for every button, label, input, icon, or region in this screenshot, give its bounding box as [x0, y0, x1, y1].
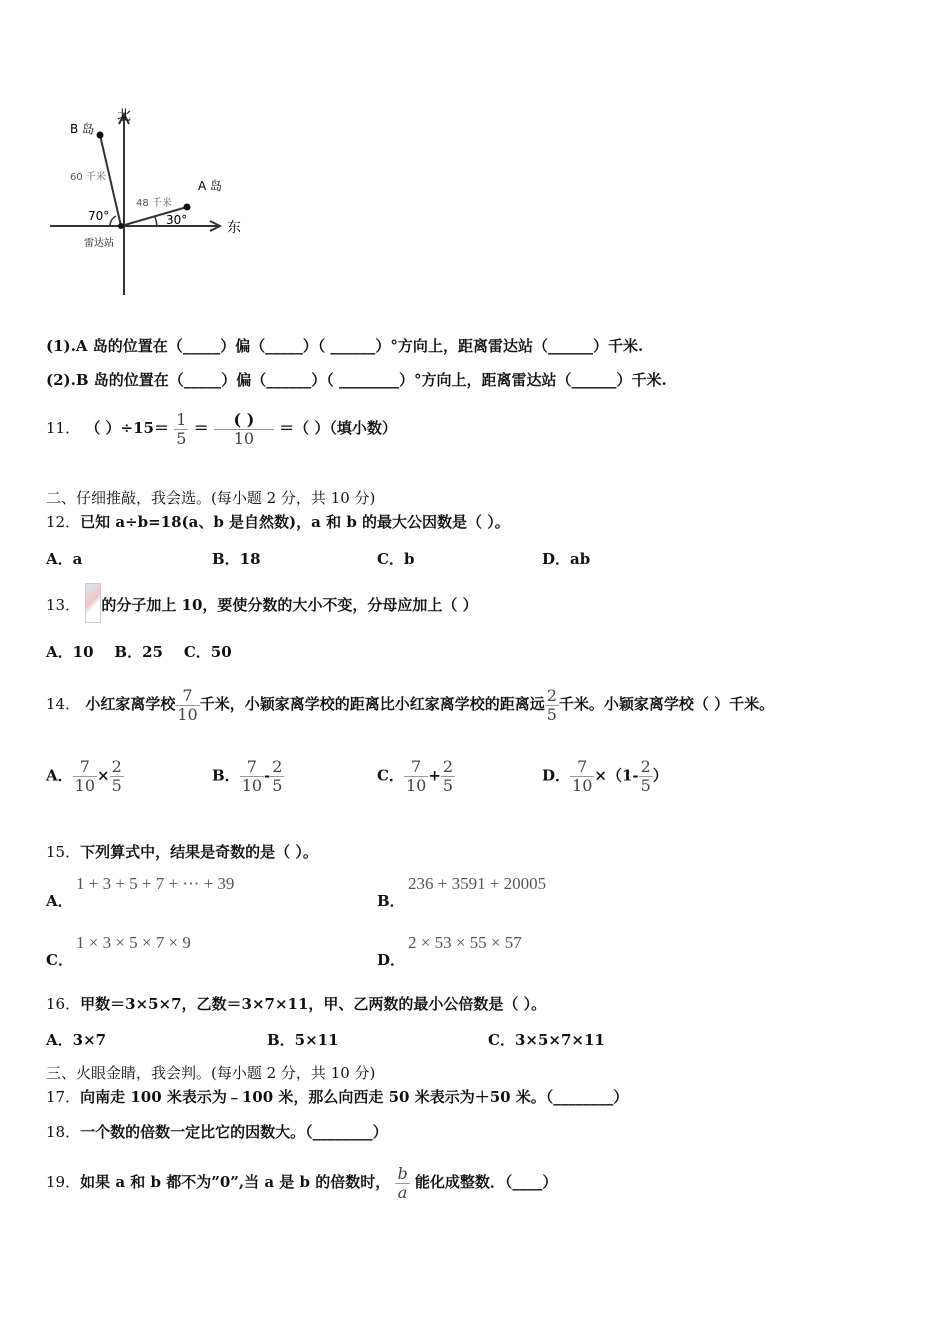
q15-number: 15．	[46, 843, 81, 861]
q14-f2-numerator: 2	[546, 685, 557, 705]
question-11	[46, 404, 397, 452]
q16-text: 甲数＝3×5×7，乙数＝3×7×11，甲、乙两数的最小公倍数是（ ）。	[80, 995, 547, 1013]
q15-option-c-label: C．	[46, 951, 73, 969]
q14-fraction-2	[545, 687, 559, 724]
q14-d-op: ×（1-	[594, 766, 639, 785]
q19-numerator: b	[397, 1163, 408, 1183]
q14-c-f1n: 7	[411, 757, 422, 776]
section-2-heading: 二、仔细推敲，我会选。(每小题 2 分，共 10 分)	[46, 489, 376, 507]
q14-option-a	[46, 758, 124, 795]
q12-option-a: A．a	[46, 550, 83, 568]
q13-number: 13．	[46, 596, 81, 614]
q14-c-f2n: 2	[442, 757, 454, 776]
compass-diagram	[40, 100, 260, 300]
q14-c-f1d: 10	[405, 776, 427, 795]
question-14	[46, 676, 774, 732]
q14-d-frac-1	[570, 758, 594, 795]
q10-part2: (2).B 岛的位置在（_____）偏（______）（ ________）°方向上，距离雷达站（______）千米.	[46, 371, 667, 389]
q14-c-op: +	[428, 766, 441, 785]
q18-number: 18．	[46, 1123, 81, 1141]
q14-a-f1n: 7	[79, 757, 90, 776]
q12-text: 已知 a÷b=18(a、b 是自然数)，a 和 b 的最大公因数是（ ）。	[80, 513, 510, 531]
q14-b-f2n: 2	[272, 757, 283, 776]
q14-d-f1n: 7	[577, 757, 588, 776]
q14-b-op: -	[264, 766, 271, 785]
a-island-label: A 岛	[198, 179, 223, 193]
q14-b-f1d: 10	[241, 776, 263, 795]
q14-b-frac-2	[270, 758, 284, 795]
q14-a-f2n: 2	[111, 757, 122, 776]
q12-number: 12．	[46, 513, 81, 531]
q14-a-label: A．	[46, 766, 73, 785]
q17-text: 向南走 100 米表示为﹣100 米，那么向西走 50 米表示为＋50 米。（________）	[80, 1088, 629, 1106]
q14-b-frac-1	[240, 758, 264, 795]
fraction-image-icon	[85, 583, 101, 623]
q19-denominator: a	[395, 1183, 409, 1202]
b-island-label: B 岛	[70, 122, 95, 136]
question-15	[46, 842, 318, 862]
q11-left: （ ）÷15＝	[85, 419, 169, 437]
q11-fraction-2	[214, 411, 274, 448]
q14-text-2: 千米，小颖家离学校的距离比小红家离学校的距离远	[199, 695, 545, 713]
b-distance-label: 60 千米	[70, 172, 106, 183]
question-19	[46, 1156, 557, 1208]
q18-text: 一个数的倍数一定比它的因数大。（________）	[80, 1123, 388, 1141]
q15-option-a-expr: 1 + 3 + 5 + 7 + ⋯ + 39	[76, 874, 235, 893]
q14-b-label: B．	[212, 766, 240, 785]
q14-option-d	[542, 758, 668, 795]
q15-option-d-label: D．	[377, 951, 406, 969]
a-island-dot	[184, 204, 191, 211]
q15-option-a-label: A．	[46, 892, 73, 910]
q14-d-tail: ）	[652, 766, 668, 785]
q11-number: 11．	[46, 419, 81, 437]
q14-d-f2n: 2	[640, 757, 651, 776]
q19-number: 19．	[46, 1173, 81, 1191]
east-label: 东	[227, 220, 241, 236]
a-angle-arc	[155, 217, 157, 226]
q15-option-b-expr: 236 + 3591 + 20005	[408, 874, 547, 893]
station-dot	[118, 223, 124, 229]
q11-eq: ＝	[193, 419, 209, 437]
question-12	[46, 512, 510, 532]
q19-text-2: 能化成整数．（____）	[414, 1173, 558, 1191]
question-16	[46, 994, 546, 1014]
q15-option-c-expr: 1 × 3 × 5 × 7 × 9	[76, 933, 191, 952]
q16-option-b: B．5×11	[267, 1031, 339, 1049]
q19-text-1: 如果 a 和 b 都不为”0”,当 a 是 b 的倍数时，	[80, 1173, 391, 1191]
north-label: 北	[117, 108, 131, 124]
q14-a-f2d: 5	[111, 776, 122, 795]
station-label: 雷达站	[84, 238, 114, 249]
b-angle-label: 70°	[88, 209, 110, 223]
q14-fraction-1	[175, 687, 199, 724]
q14-option-b	[212, 758, 284, 795]
q19-fraction	[395, 1165, 409, 1202]
q14-number: 14．	[46, 695, 81, 713]
a-angle-label: 30°	[166, 213, 188, 227]
q13-text: 的分子加上 10，要使分数的大小不变，分母应加上（ ）	[101, 596, 478, 614]
question-13	[46, 589, 478, 623]
q14-text-1: 小红家离学校	[85, 695, 176, 713]
q14-c-label: C．	[377, 766, 404, 785]
q14-b-f2d: 5	[272, 776, 283, 795]
q14-d-frac-2	[639, 758, 653, 795]
q14-a-frac-2	[110, 758, 124, 795]
q14-b-f1n: 7	[246, 757, 257, 776]
b-island-dot	[97, 132, 104, 139]
q12-option-c: C．b	[377, 550, 415, 568]
question-18	[46, 1122, 388, 1142]
q14-text-3: 千米。小颖家离学校（ ）千米。	[558, 695, 775, 713]
q11-f2-numerator: ( )	[233, 409, 255, 429]
q12-option-d: D．ab	[542, 550, 591, 568]
q16-option-a: A．3×7	[46, 1031, 107, 1049]
q15-option-b-label: B．	[377, 892, 405, 910]
question-17	[46, 1087, 628, 1107]
a-distance-label: 48 千米	[136, 198, 172, 209]
q13-options: A．10 B．25 C．50	[46, 643, 232, 661]
q14-c-f2d: 5	[442, 776, 454, 795]
q14-d-label: D．	[542, 766, 571, 785]
q11-f2-denominator: 10	[214, 429, 274, 448]
q14-option-c	[377, 758, 455, 795]
q14-f2-denominator: 5	[546, 704, 557, 724]
q14-f1-numerator: 7	[182, 685, 193, 705]
q14-f1-denominator: 10	[177, 704, 198, 724]
section-3-heading: 三、火眼金睛，我会判。(每小题 2 分，共 10 分)	[46, 1064, 376, 1082]
q11-right: ＝（ ）（填小数）	[279, 419, 397, 437]
q11-f1-denominator: 5	[176, 428, 187, 448]
q14-c-frac-2	[441, 758, 455, 795]
q12-option-b: B．18	[212, 550, 261, 568]
q10-part1: (1).A 岛的位置在（_____）偏（_____）（ ______）°方向上，距离雷达站（______）千米.	[46, 337, 644, 355]
q11-fraction-1	[174, 411, 188, 448]
q14-a-op: ×	[97, 766, 110, 785]
q16-option-c: C．3×5×7×11	[488, 1031, 605, 1049]
q15-text: 下列算式中，结果是奇数的是（ ）。	[80, 843, 318, 861]
q14-a-frac-1	[73, 758, 97, 795]
q14-d-f2d: 5	[640, 776, 651, 795]
q14-d-f1d: 10	[572, 776, 593, 795]
q14-a-f1d: 10	[74, 776, 95, 795]
q14-c-frac-1	[404, 758, 428, 795]
b-angle-arc	[110, 216, 116, 226]
q11-f1-numerator: 1	[176, 409, 187, 429]
q16-number: 16．	[46, 995, 81, 1013]
q15-option-d-expr: 2 × 53 × 55 × 57	[408, 933, 522, 952]
q17-number: 17．	[46, 1088, 81, 1106]
